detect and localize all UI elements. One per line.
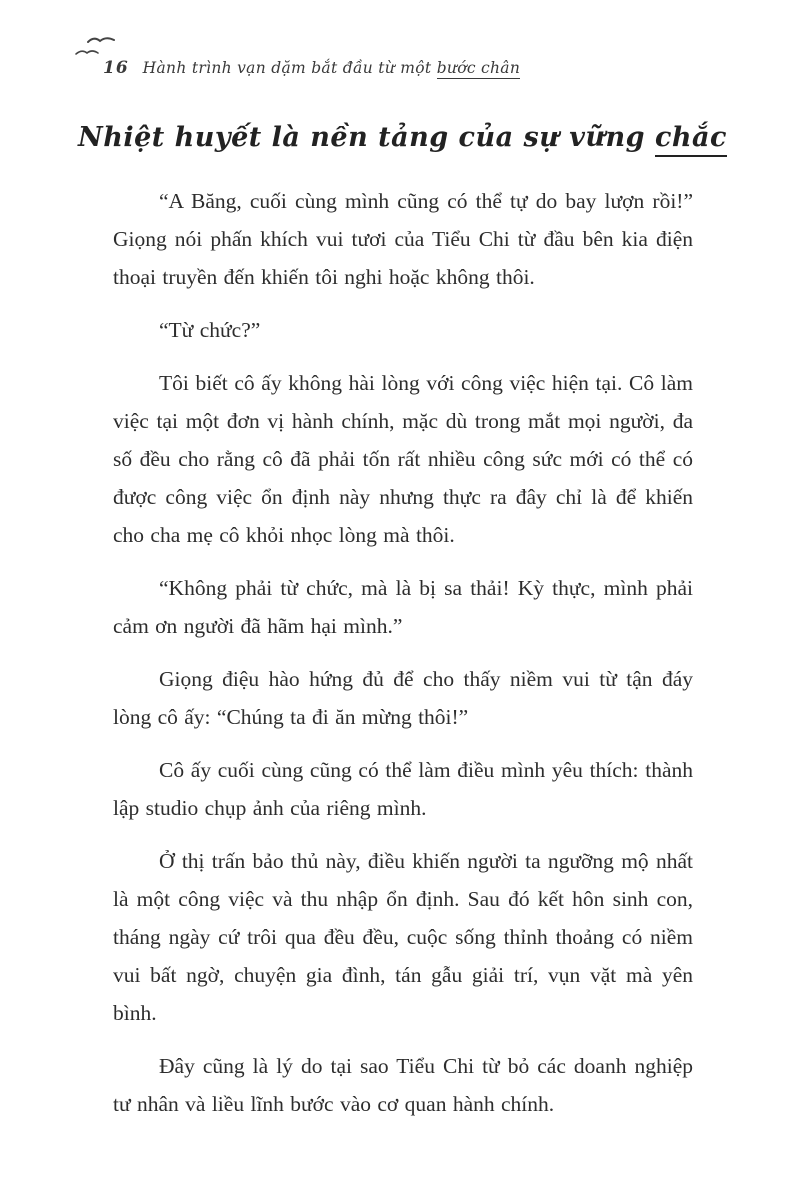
paragraph: Tôi biết cô ấy không hài lòng với công việc hiện tại. Cô làm việc tại một đơn vị hành chính, mặc dù trong mắt mọi người, đa số đều cho rằng cô đã phải tốn rất nhiều công sức mới có thể có được công việc ổn định này nhưng thực ra đây chỉ là để khiến cho cha mẹ cô khỏi nhọc lòng mà thôi. [113,371,693,547]
chapter-title [0,122,805,153]
flying-birds-icon [74,34,120,60]
paragraph: Ở thị trấn bảo thủ này, điều khiến người ta ngưỡng mộ nhất là một công việc và thu nhập ổn định. Sau đó kết hôn sinh con, tháng ngày cứ trôi qua đều đều, cuộc sống thỉnh thoảng có niềm vui bất ngờ, chuyện gia đình, tán gẫu giải trí, vụn vặt mà yên bình. [113,849,693,1025]
chapter-title-underlined: chắc [655,122,727,157]
paragraph: Cô ấy cuối cùng cũng có thể làm điều mình yêu thích: thành lập studio chụp ảnh của riêng mình. [113,758,693,820]
running-header-plain: Hành trình vạn dặm bắt đầu từ một [142,59,437,77]
paragraph: “Không phải từ chức, mà là bị sa thải! Kỳ thực, mình phải cảm ơn người đã hãm hại mình.” [113,576,693,638]
running-header [103,58,520,78]
paragraph: “Từ chức?” [159,318,261,342]
body-text [113,182,693,1138]
paragraph: Giọng điệu hào hứng đủ để cho thấy niềm vui từ tận đáy lòng cô ấy: “Chúng ta đi ăn mừng thôi!” [113,667,693,729]
running-header-title [143,59,520,77]
page-number: 16 [103,58,129,78]
chapter-title-plain: Nhiệt huyết là nền tảng của sự vững [78,122,655,153]
paragraph: Đây cũng là lý do tại sao Tiểu Chi từ bỏ các doanh nghiệp tư nhân và liều lĩnh bước vào cơ quan hành chính. [113,1054,693,1116]
running-header-underlined: bước chân [436,59,521,77]
paragraph: “A Băng, cuối cùng mình cũng có thể tự do bay lượn rồi!” Giọng nói phấn khích vui tươi của Tiểu Chi từ đầu bên kia điện thoại truyền đến khiến tôi nghi hoặc không thôi. [113,189,693,289]
